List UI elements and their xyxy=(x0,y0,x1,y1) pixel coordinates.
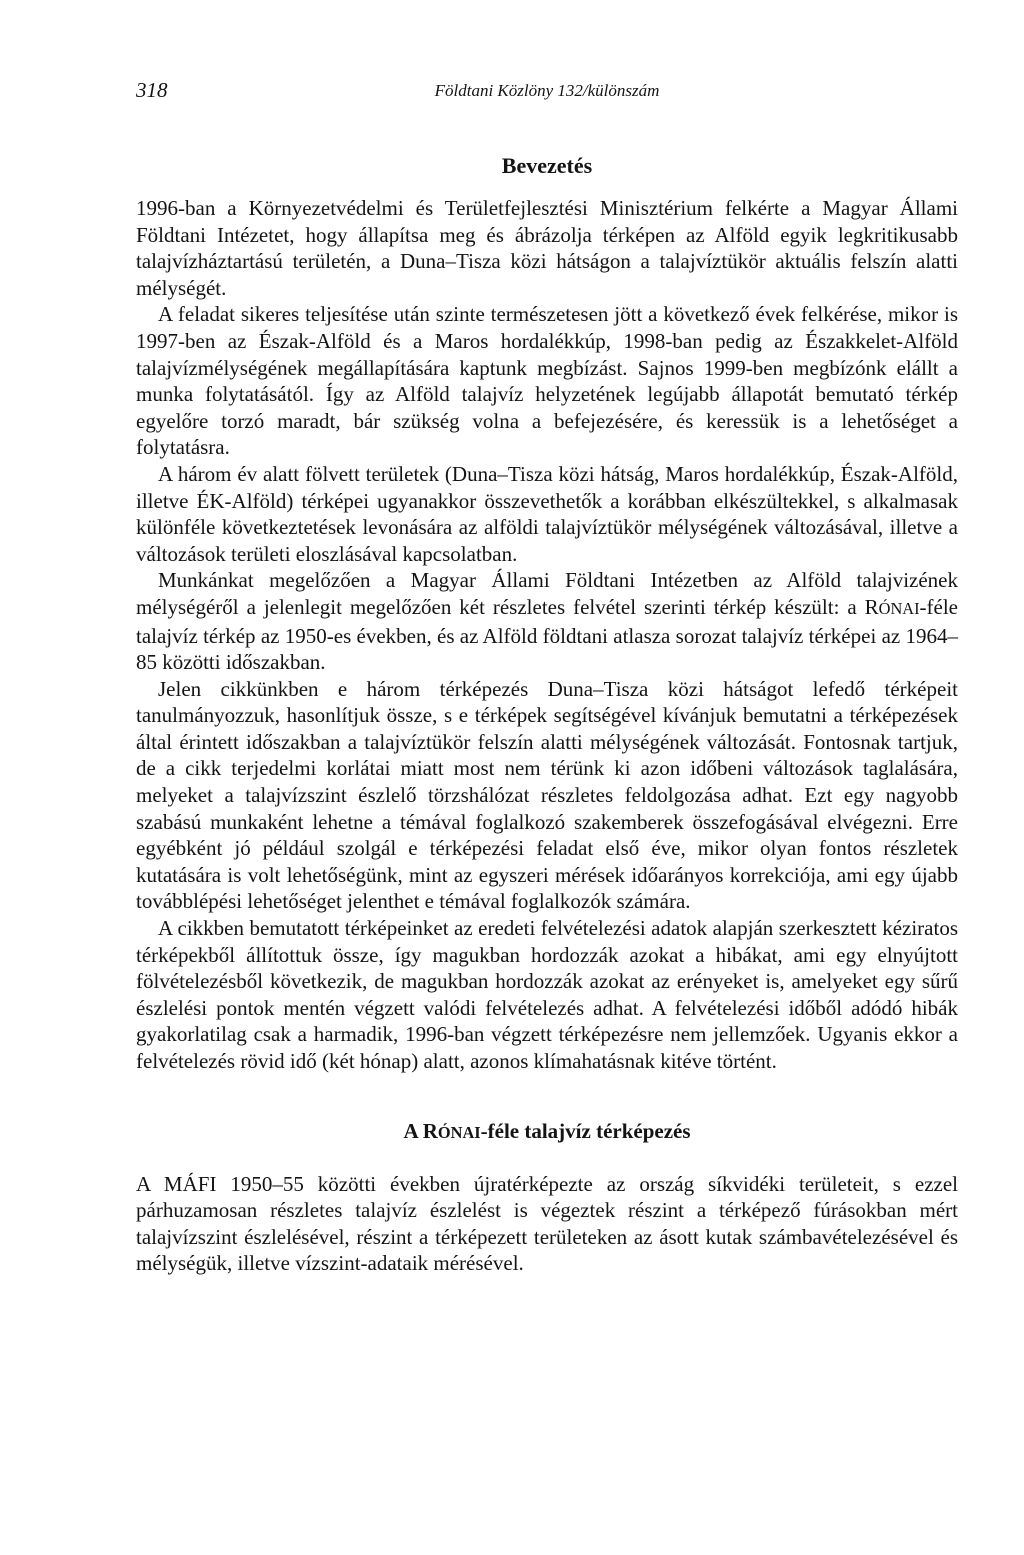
heading-text: -féle talajvíz térképezés xyxy=(480,1118,691,1143)
author-name-smallcaps: ÓNAI xyxy=(878,598,920,618)
page-number: 318 xyxy=(136,78,168,102)
paragraph xyxy=(136,567,958,675)
paragraph: A három év alatt fölvett területek (Duna–Tisza közi hátság, Maros hordalékkúp, Észak-Alföld, illetve ÉK-Alföld) térképei ugyanakkor összevethetők a korábban elkészültekkel, s alkalmasak különféle következtetések levonására az alföldi talajvíztükör mélységének változásával, illetve a változások területi eloszlásával kapcsolatban. xyxy=(136,461,958,566)
paragraph: 1996-ban a Környezetvédelmi és Területfejlesztési Minisztérium felkérte a Magyar Állami Földtani Intézetet, hogy állapítsa meg és ábrázolja térképen az Alföld egyik legkritikusabb talajvízháztartású területén, a Duna–Tisza közi hátságon a talajvíztükör aktuális felszín alatti mélységét. xyxy=(136,196,958,300)
section-heading-ronai xyxy=(136,1115,958,1149)
running-title: Földtani Közlöny 132/különszám xyxy=(434,81,660,100)
article-body xyxy=(136,150,958,1277)
paragraph-text: Munkánkat megelőzően a Magyar Állami Földtani Intézetben az Alföld talajvizének mélységéről a jelenlegit megelőzően két részletes felvétel szerinti térkép készült: a R xyxy=(136,568,958,619)
author-name-smallcaps: ÓNAI xyxy=(437,1122,481,1142)
paragraph: Jelen cikkünkben e három térképezés Duna–Tisza közi hátságot lefedő térképeit tanulmányozzuk, hasonlítjuk össze, s e térképek segítségével kívánjuk bemutatni a térképezések által érintett időszakban a talajvíztükör felszín alatti mélységének változását. Fontosnak tartjuk, de a cikk terjedelmi korlátai miatt most nem térünk ki azon időbeni változások taglalására, melyeket a talajvízszint észlelő törzshálózat részletes feldolgozása adhat. Ezt egy nagyobb szabású munkaként lehetne a témával foglalkozó szakemberek összefogásával elvégezni. Erre egyébként jó például szolgál e térképezési feladat első éve, mikor olyan fontos részletek kutatására is volt lehetőségünk, mint az egyszeri mérések időarányos korrekciója, ami egy újabb továbblépési lehetőséget jelenthet e témával foglalkozók számára. xyxy=(136,676,958,914)
heading-text: A R xyxy=(403,1118,438,1143)
section-heading-bevezetes: Bevezetés xyxy=(501,153,593,178)
paragraph-text: -féle talajvíz térkép az 1950-es években, és az Alföld földtani atlasza sorozat talajvíz térképei az 1964–85 közötti időszakban. xyxy=(136,594,958,675)
paragraph: A feladat sikeres teljesítése után szinte természetesen jött a következő évek felkérése, mikor is 1997-ben az Észak-Alföld és a Maros hordalékkúp, 1998-ban pedig az Északkelet-Alföld talajvízmélységének megállapítására kaptunk megbízást. Sajnos 1999-ben megbízónk elállt a munka folytatásától. Így az Alföld talajvíz helyzetének legújabb állapotát bemutató térkép egyelőre torzó maradt, bár szükség volna a befejezésére, és keressük is a lehetőséget a folytatásra. xyxy=(136,302,958,460)
paragraph: A MÁFI 1950–55 közötti években újratérképezte az ország síkvidéki területeit, s ezzel párhuzamosan részletes talajvíz észlelést is végeztek részint a térképező fúrásokban mért talajvízszint észlelésével, részint a térképezett területeken az ásott kutak számbavételezésével és mélységük, illetve vízszint-adataik mérésével. xyxy=(136,1171,958,1276)
paragraph: A cikkben bemutatott térképeinket az eredeti felvételezési adatok alapján szerkesztett kéziratos térképekből állítottuk össze, így magukban hordozzák azokat a hibákat, ami egy elnyújtott fölvételezésből következik, de magukban hordozzák azokat az erényeket is, amelyeket egy sűrű észlelési pontok mentén végzett valódi felvételezés adhat. A felvételezési időből adódó hibák gyakorlatilag csak a harmadik, 1996-ban végzett térképezésre nem jellemzőek. Ugyanis ekkor a felvételezés rövid idő (két hónap) alatt, azonos klímahatásnak kitéve történt. xyxy=(136,916,958,1073)
page-header xyxy=(136,78,958,104)
